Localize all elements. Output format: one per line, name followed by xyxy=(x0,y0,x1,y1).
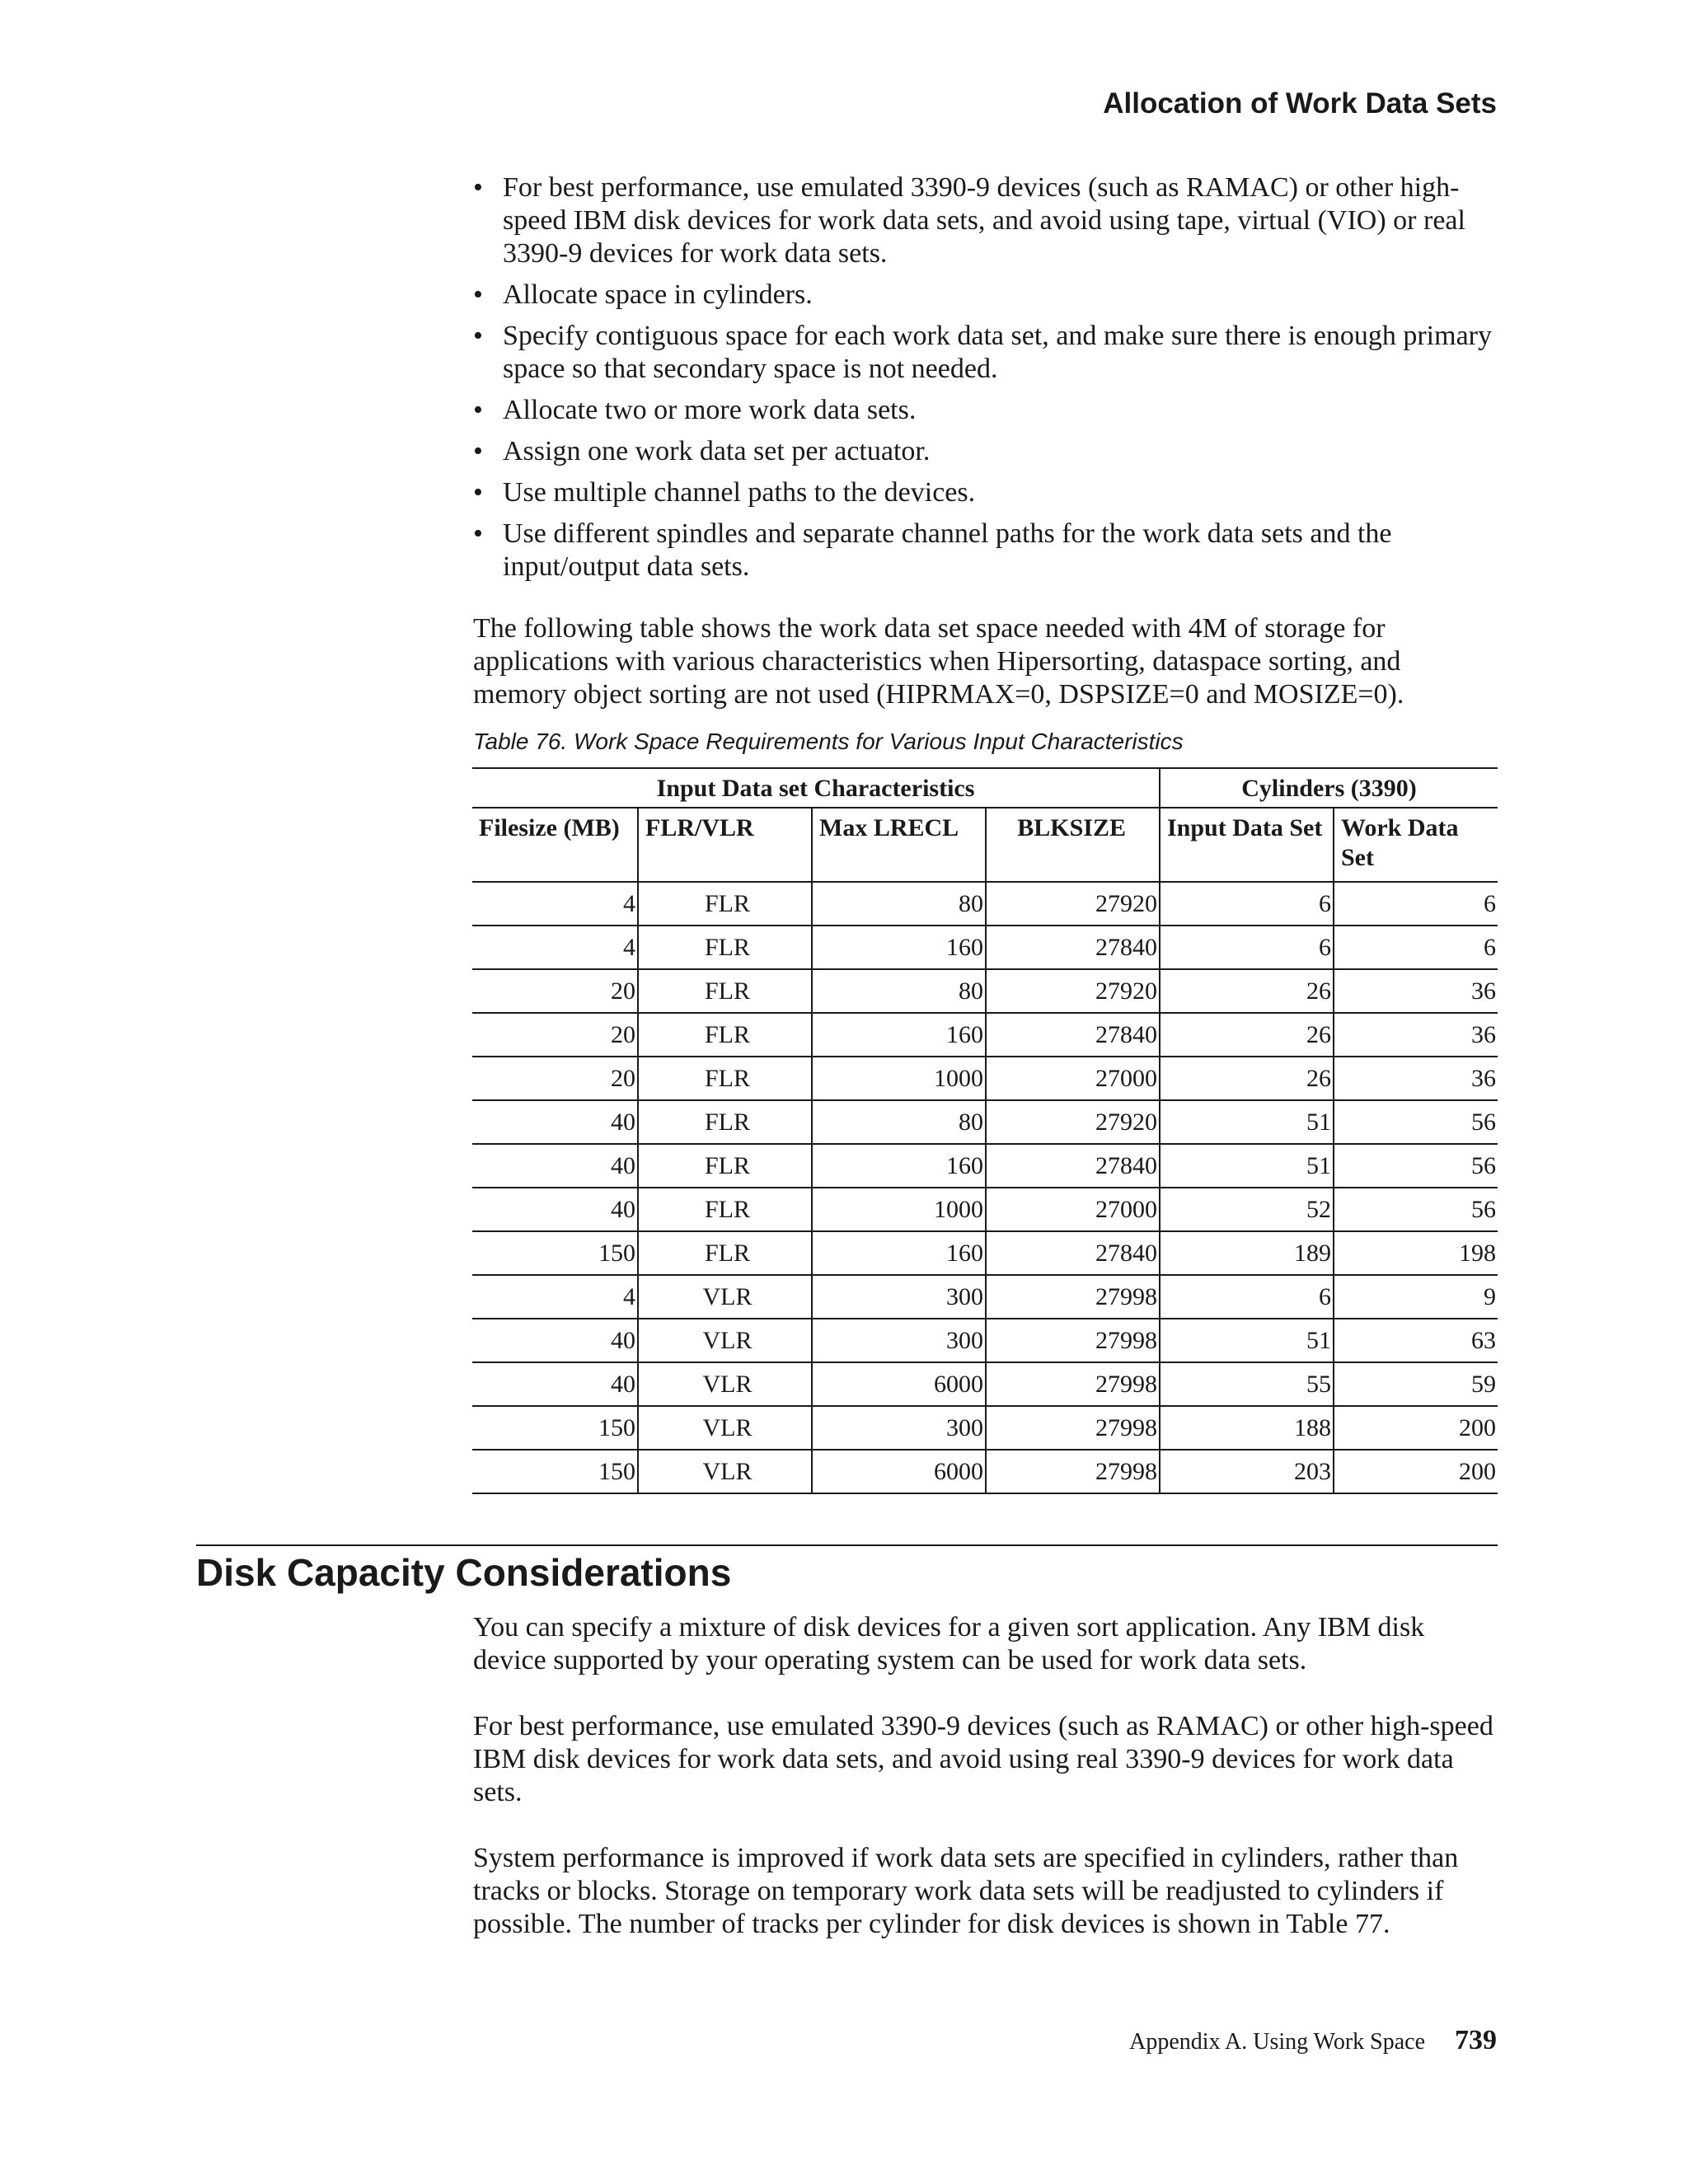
page-footer xyxy=(1129,2025,1497,2056)
cell-blksize: 27840 xyxy=(986,1013,1160,1057)
cell-work-cylinders: 56 xyxy=(1334,1188,1498,1231)
table-column-header-row xyxy=(472,808,1498,882)
column-header-input-data-set: Input Data Set xyxy=(1160,808,1334,882)
table-row xyxy=(472,1406,1498,1450)
cell-max-lrecl: 6000 xyxy=(812,1450,986,1493)
table-caption: Table 76. Work Space Requirements for Various Input Characteristics xyxy=(473,729,1184,754)
cell-max-lrecl: 300 xyxy=(812,1406,986,1450)
cell-max-lrecl: 160 xyxy=(812,1013,986,1057)
cell-max-lrecl: 1000 xyxy=(812,1057,986,1100)
work-space-table xyxy=(472,767,1498,1494)
table-row xyxy=(472,882,1498,926)
cell-max-lrecl: 80 xyxy=(812,882,986,926)
table-row xyxy=(472,1231,1498,1275)
footer-chapter-label: Appendix A. Using Work Space xyxy=(1129,2029,1425,2055)
cell-max-lrecl: 300 xyxy=(812,1319,986,1362)
bullet-icon: • xyxy=(473,477,483,508)
cell-work-cylinders: 56 xyxy=(1334,1100,1498,1144)
section-paragraph: System performance is improved if work data sets are specified in cylinders, rather than tracks or blocks. Storage on temporary work data sets will be readjusted to cylinders if possible. The number of tracks per cylinder for disk devices is shown in Table 77. xyxy=(473,1843,1459,1939)
cell-record-format: FLR xyxy=(638,1013,812,1057)
cell-max-lrecl: 160 xyxy=(812,926,986,969)
cell-record-format: FLR xyxy=(638,969,812,1013)
cell-blksize: 27000 xyxy=(986,1188,1160,1231)
list-item-text: Assign one work data set per actuator. xyxy=(503,436,931,466)
cell-work-cylinders: 36 xyxy=(1334,969,1498,1013)
section-divider xyxy=(196,1544,1498,1546)
column-header-filesize: Filesize (MB) xyxy=(472,808,638,882)
cell-filesize: 4 xyxy=(472,882,638,926)
cell-filesize: 150 xyxy=(472,1406,638,1450)
list-item xyxy=(473,394,1497,427)
cell-input-cylinders: 203 xyxy=(1160,1450,1334,1493)
cell-input-cylinders: 52 xyxy=(1160,1188,1334,1231)
cell-filesize: 4 xyxy=(472,1275,638,1319)
cell-filesize: 150 xyxy=(472,1450,638,1493)
cell-input-cylinders: 26 xyxy=(1160,1057,1334,1100)
cell-max-lrecl: 160 xyxy=(812,1144,986,1188)
table-row xyxy=(472,1013,1498,1057)
cell-record-format: VLR xyxy=(638,1450,812,1493)
cell-input-cylinders: 51 xyxy=(1160,1319,1334,1362)
table-row xyxy=(472,926,1498,969)
cell-work-cylinders: 6 xyxy=(1334,926,1498,969)
table-row xyxy=(472,1450,1498,1493)
bullet-icon: • xyxy=(473,436,483,466)
cell-work-cylinders: 63 xyxy=(1334,1319,1498,1362)
cell-input-cylinders: 26 xyxy=(1160,969,1334,1013)
cell-max-lrecl: 1000 xyxy=(812,1188,986,1231)
cell-filesize: 20 xyxy=(472,1013,638,1057)
cell-max-lrecl: 300 xyxy=(812,1275,986,1319)
table-group-header-row xyxy=(472,768,1498,808)
cell-input-cylinders: 51 xyxy=(1160,1144,1334,1188)
cell-input-cylinders: 51 xyxy=(1160,1100,1334,1144)
cell-filesize: 40 xyxy=(472,1144,638,1188)
cell-record-format: FLR xyxy=(638,1188,812,1231)
cell-record-format: FLR xyxy=(638,1144,812,1188)
group-header-input-characteristics: Input Data set Characteristics xyxy=(472,768,1160,808)
cell-filesize: 20 xyxy=(472,969,638,1013)
table-row xyxy=(472,1362,1498,1406)
list-item xyxy=(473,279,1497,312)
cell-filesize: 4 xyxy=(472,926,638,969)
cell-work-cylinders: 9 xyxy=(1334,1275,1498,1319)
running-header-title: Allocation of Work Data Sets xyxy=(1103,87,1497,120)
list-item xyxy=(473,435,1497,468)
list-item-text: For best performance, use emulated 3390-9 devices (such as RAMAC) or other high-speed IBM disk devices for work data sets, and avoid using tape, virtual (VIO) or real 3390-9 devices for work data sets. xyxy=(503,172,1465,269)
cell-input-cylinders: 6 xyxy=(1160,882,1334,926)
list-item-text: Use multiple channel paths to the devices. xyxy=(503,477,976,508)
cell-input-cylinders: 55 xyxy=(1160,1362,1334,1406)
table-intro-paragraph: The following table shows the work data set space needed with 4M of storage for applications with various characteristics when Hipersorting, dataspace sorting, and memory object sorting are not used (HIPRMAX=0, DSPSIZE=0 and MOSIZE=0). xyxy=(473,613,1404,710)
page-number: 739 xyxy=(1455,2025,1497,2055)
cell-work-cylinders: 198 xyxy=(1334,1231,1498,1275)
cell-blksize: 27998 xyxy=(986,1319,1160,1362)
cell-blksize: 27840 xyxy=(986,926,1160,969)
cell-filesize: 40 xyxy=(472,1362,638,1406)
cell-work-cylinders: 56 xyxy=(1334,1144,1498,1188)
cell-input-cylinders: 6 xyxy=(1160,926,1334,969)
cell-blksize: 27840 xyxy=(986,1144,1160,1188)
cell-record-format: FLR xyxy=(638,1057,812,1100)
cell-record-format: FLR xyxy=(638,882,812,926)
cell-input-cylinders: 188 xyxy=(1160,1406,1334,1450)
list-item xyxy=(473,476,1497,509)
cell-max-lrecl: 80 xyxy=(812,1100,986,1144)
cell-blksize: 27920 xyxy=(986,882,1160,926)
section-paragraph: You can specify a mixture of disk devices for a given sort application. Any IBM disk device supported by your operating system can be used for work data sets. xyxy=(473,1612,1425,1675)
bullet-icon: • xyxy=(473,172,483,203)
column-header-flr-vlr: FLR/VLR xyxy=(638,808,812,882)
recommendation-list xyxy=(473,171,1497,592)
cell-blksize: 27998 xyxy=(986,1406,1160,1450)
table-row xyxy=(472,1144,1498,1188)
table-body xyxy=(472,882,1498,1493)
table-row xyxy=(472,1319,1498,1362)
cell-blksize: 27998 xyxy=(986,1362,1160,1406)
cell-record-format: FLR xyxy=(638,926,812,969)
bullet-icon: • xyxy=(473,279,483,310)
list-item-text: Use different spindles and separate channel paths for the work data sets and the input/output data sets. xyxy=(503,518,1392,582)
column-header-blksize: BLKSIZE xyxy=(986,808,1160,882)
cell-filesize: 40 xyxy=(472,1319,638,1362)
table-row xyxy=(472,1100,1498,1144)
table-row xyxy=(472,969,1498,1013)
bullet-icon: • xyxy=(473,395,483,425)
cell-work-cylinders: 200 xyxy=(1334,1450,1498,1493)
cell-filesize: 40 xyxy=(472,1188,638,1231)
cell-record-format: VLR xyxy=(638,1275,812,1319)
cell-record-format: VLR xyxy=(638,1319,812,1362)
cell-work-cylinders: 36 xyxy=(1334,1013,1498,1057)
bullet-icon: • xyxy=(473,321,483,351)
cell-blksize: 27920 xyxy=(986,1100,1160,1144)
section-heading: Disk Capacity Considerations xyxy=(196,1551,732,1594)
table-row xyxy=(472,1057,1498,1100)
cell-work-cylinders: 200 xyxy=(1334,1406,1498,1450)
cell-blksize: 27920 xyxy=(986,969,1160,1013)
cell-blksize: 27998 xyxy=(986,1275,1160,1319)
cell-record-format: FLR xyxy=(638,1231,812,1275)
cell-max-lrecl: 160 xyxy=(812,1231,986,1275)
bullet-icon: • xyxy=(473,518,483,549)
column-header-work-data-set: Work Data Set xyxy=(1341,814,1459,871)
cell-record-format: VLR xyxy=(638,1406,812,1450)
cell-work-cylinders: 36 xyxy=(1334,1057,1498,1100)
cell-filesize: 150 xyxy=(472,1231,638,1275)
list-item-text: Specify contiguous space for each work data set, and make sure there is enough primary space so that secondary space is not needed. xyxy=(503,321,1492,384)
table-row xyxy=(472,1188,1498,1231)
list-item-text: Allocate two or more work data sets. xyxy=(503,395,917,425)
cell-work-cylinders: 6 xyxy=(1334,882,1498,926)
cell-filesize: 40 xyxy=(472,1100,638,1144)
cell-input-cylinders: 189 xyxy=(1160,1231,1334,1275)
cell-blksize: 27000 xyxy=(986,1057,1160,1100)
cell-blksize: 27998 xyxy=(986,1450,1160,1493)
cell-record-format: FLR xyxy=(638,1100,812,1144)
cell-work-cylinders: 59 xyxy=(1334,1362,1498,1406)
cell-input-cylinders: 26 xyxy=(1160,1013,1334,1057)
group-header-cylinders: Cylinders (3390) xyxy=(1241,775,1417,802)
list-item xyxy=(473,518,1497,583)
cell-max-lrecl: 80 xyxy=(812,969,986,1013)
list-item xyxy=(473,320,1497,386)
cell-blksize: 27840 xyxy=(986,1231,1160,1275)
list-item xyxy=(473,171,1497,270)
list-item-text: Allocate space in cylinders. xyxy=(503,279,813,310)
cell-input-cylinders: 6 xyxy=(1160,1275,1334,1319)
cell-max-lrecl: 6000 xyxy=(812,1362,986,1406)
cell-record-format: VLR xyxy=(638,1362,812,1406)
table-row xyxy=(472,1275,1498,1319)
cell-filesize: 20 xyxy=(472,1057,638,1100)
column-header-max-lrecl: Max LRECL xyxy=(812,808,986,882)
section-paragraph: For best performance, use emulated 3390-9 devices (such as RAMAC) or other high-speed IBM disk devices for work data sets, and avoid using real 3390-9 devices for work data sets. xyxy=(473,1711,1493,1807)
